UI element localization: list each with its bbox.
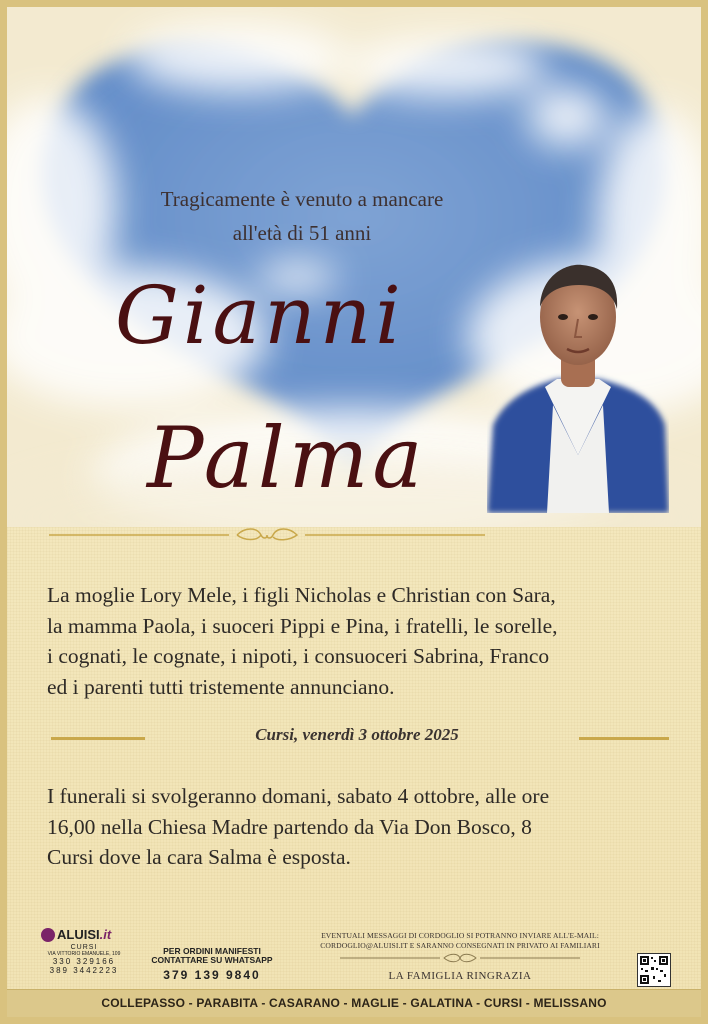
funeral-line: 16,00 nella Chiesa Madre partendo da Via Don Bosco, 8 (47, 814, 532, 839)
funeral-text (47, 781, 697, 873)
intro-line-2: all'età di 51 anni (232, 221, 372, 245)
funeral-line: I funerali si svolgeranno domani, sabato 4 ottobre, alle ore (47, 784, 550, 808)
order-line-2: CONTATTARE SU WHATSAPP (151, 955, 273, 965)
order-info (147, 947, 277, 982)
announcement-line: ed i parenti tutti tristemente annunciano. (47, 674, 395, 699)
date-divider-left (51, 737, 145, 740)
agency-city: CURSI (70, 944, 98, 951)
footer (7, 923, 701, 993)
date-place-text: Cursi, venerdì 3 ottobre 2025 (255, 725, 459, 744)
condolence-line-2: CORDOGLIO@ALUISI.IT E SARANNO CONSEGNATI IN PRIVATO AI FAMILIARI (320, 940, 600, 950)
announcement-line: la mamma Paola, i suoceri Pippi e Pina, i fratelli, le sorelle, (47, 613, 558, 638)
deceased-first-name: Gianni (115, 269, 405, 362)
deceased-last-name: Palma (147, 409, 427, 507)
qr-code-icon (637, 953, 671, 987)
branch-bar (7, 989, 701, 1018)
small-ornament-divider (340, 953, 580, 963)
announcement-text (47, 580, 687, 702)
branch-cities: COLLEPASSO - PARABITA - CASARANO - MAGLIE - GALATINA - CURSI - MELISSANO (101, 996, 607, 1010)
funeral-line: Cursi dove la cara Salma è esposta. (47, 845, 351, 869)
agency-logo (41, 927, 151, 975)
ornamental-divider (49, 527, 485, 543)
agency-phone-2: 389 3442223 (49, 966, 119, 975)
announcement-line: La moglie Lory Mele, i figli Nicholas e Christian con Sara, (47, 583, 556, 607)
condolence-info (285, 931, 635, 982)
order-line-1: PER ORDINI MANIFESTI (163, 946, 261, 956)
family-thanks: LA FAMIGLIA RINGRAZIA (388, 970, 532, 982)
agency-phone-1: 330 329166 (52, 957, 116, 966)
whatsapp-number: 379 139 9840 (163, 968, 261, 982)
agency-address: VIA VITTORIO EMANUELE, 109 (47, 951, 121, 957)
intro-line-1: Tragicamente è venuto a mancare (160, 187, 444, 211)
logo-tld: .it (99, 927, 112, 942)
logo-brand: ALUISI (57, 927, 100, 942)
condolence-line-1: EVENTUALI MESSAGGI DI CORDOGLIO SI POTRANNO INVIARE ALL'E-MAIL: (321, 931, 599, 940)
logo-mark (41, 927, 151, 942)
deceased-portrait (487, 255, 669, 513)
logo-icon (41, 928, 55, 942)
date-row (7, 725, 701, 751)
date-divider-right (579, 737, 669, 740)
announcement-line: i cognati, le cognate, i nipoti, i consuoceri Sabrina, Franco (47, 644, 550, 668)
